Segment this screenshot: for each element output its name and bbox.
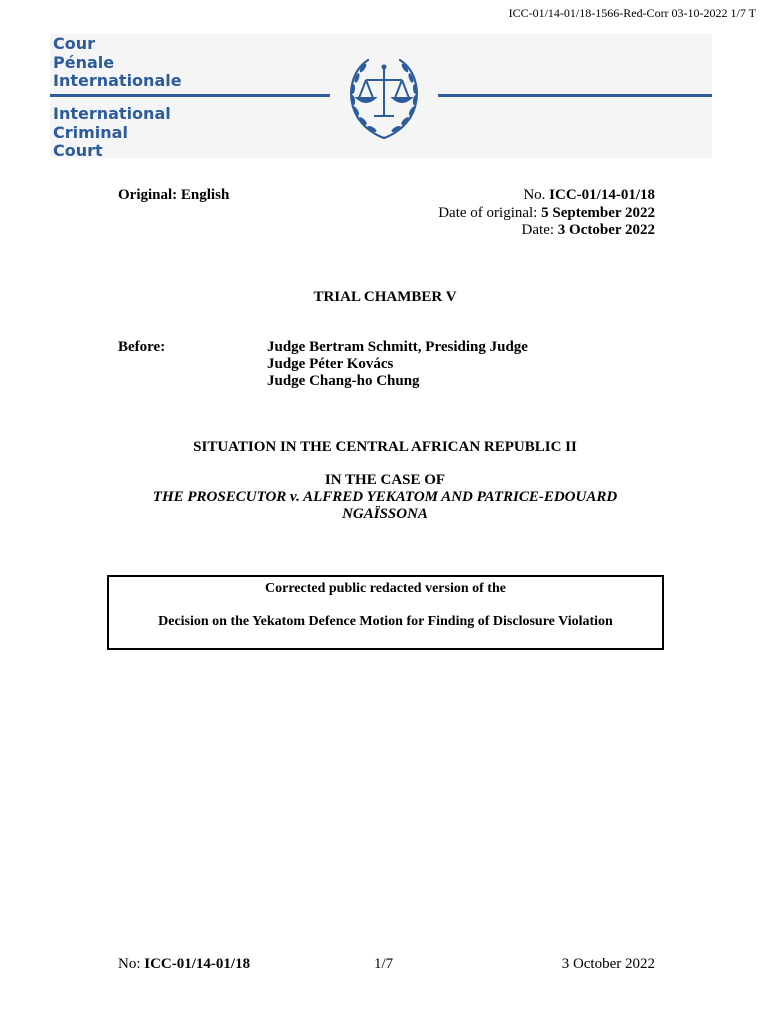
case-heading bbox=[0, 472, 770, 489]
date-of-original-value: 5 September 2022 bbox=[541, 205, 655, 221]
case-number bbox=[523, 187, 655, 204]
icc-scales-laurel-emblem-icon bbox=[334, 46, 434, 146]
date-of-original bbox=[438, 205, 655, 222]
document-stamp: ICC-01/14-01/18-1566-Red-Corr 03-10-2022 1/7 T bbox=[508, 6, 756, 20]
original-label: Original: bbox=[118, 187, 178, 203]
document-title-line: Decision on the Yekatom Defence Motion for Finding of Disclosure Violation bbox=[158, 614, 613, 629]
logo-fr-line: Pénale bbox=[53, 52, 115, 72]
logo-en-line: Criminal bbox=[53, 122, 128, 142]
judge-name-text: Judge Péter Kovács bbox=[267, 356, 394, 372]
logo-en-line: Court bbox=[53, 141, 103, 160]
icc-logo bbox=[50, 34, 712, 158]
case-number-value: ICC-01/14-01/18 bbox=[549, 187, 655, 203]
chamber-heading bbox=[0, 289, 770, 306]
case-title-line bbox=[0, 489, 770, 506]
judge-name bbox=[267, 356, 528, 373]
judge-name-text: Judge Bertram Schmitt, Presiding Judge bbox=[267, 339, 528, 355]
logo-fr-line: Internationale bbox=[53, 71, 182, 90]
footer-page-number: 1/7 bbox=[374, 956, 394, 972]
before-label-text: Before: bbox=[118, 339, 166, 355]
case-title-text: NGAÏSSONA bbox=[342, 506, 428, 522]
before-label bbox=[118, 339, 165, 356]
original-language bbox=[118, 187, 229, 204]
situation-heading bbox=[0, 439, 770, 456]
footer-case-number bbox=[118, 956, 250, 973]
logo-en-line: International bbox=[53, 104, 171, 123]
judge-name bbox=[267, 373, 528, 390]
case-number-label: No. bbox=[523, 187, 546, 203]
case-heading-text: IN THE CASE OF bbox=[324, 472, 446, 488]
logo-fr-line: Cour bbox=[53, 34, 96, 53]
judges-list bbox=[267, 339, 528, 390]
judge-name-text: Judge Chang-ho Chung bbox=[267, 373, 420, 389]
case-title-text: THE PROSECUTOR v. ALFRED YEKATOM AND PATRICE-EDOUARD bbox=[152, 489, 618, 505]
chamber-name: TRIAL CHAMBER V bbox=[313, 289, 457, 305]
date-of-original-label: Date of original: bbox=[438, 205, 538, 221]
logo-rule-left bbox=[50, 94, 330, 97]
document-title-box bbox=[107, 575, 664, 650]
footer-date: 3 October 2022 bbox=[561, 956, 655, 972]
judge-name bbox=[267, 339, 528, 356]
document-date-label: Date: bbox=[521, 222, 555, 238]
document-title-line: Corrected public redacted version of the bbox=[265, 581, 506, 596]
original-value: English bbox=[180, 187, 230, 203]
document-date-value: 3 October 2022 bbox=[557, 222, 655, 238]
situation-text: SITUATION IN THE CENTRAL AFRICAN REPUBLIC II bbox=[193, 439, 577, 455]
logo-rule-right bbox=[438, 94, 712, 97]
logo-text-french bbox=[53, 35, 182, 91]
logo-text-english bbox=[53, 105, 171, 161]
footer-no-label: No: bbox=[118, 956, 141, 972]
case-title-line bbox=[0, 506, 770, 523]
document-date bbox=[522, 222, 655, 239]
footer-no-value: ICC-01/14-01/18 bbox=[144, 956, 251, 972]
